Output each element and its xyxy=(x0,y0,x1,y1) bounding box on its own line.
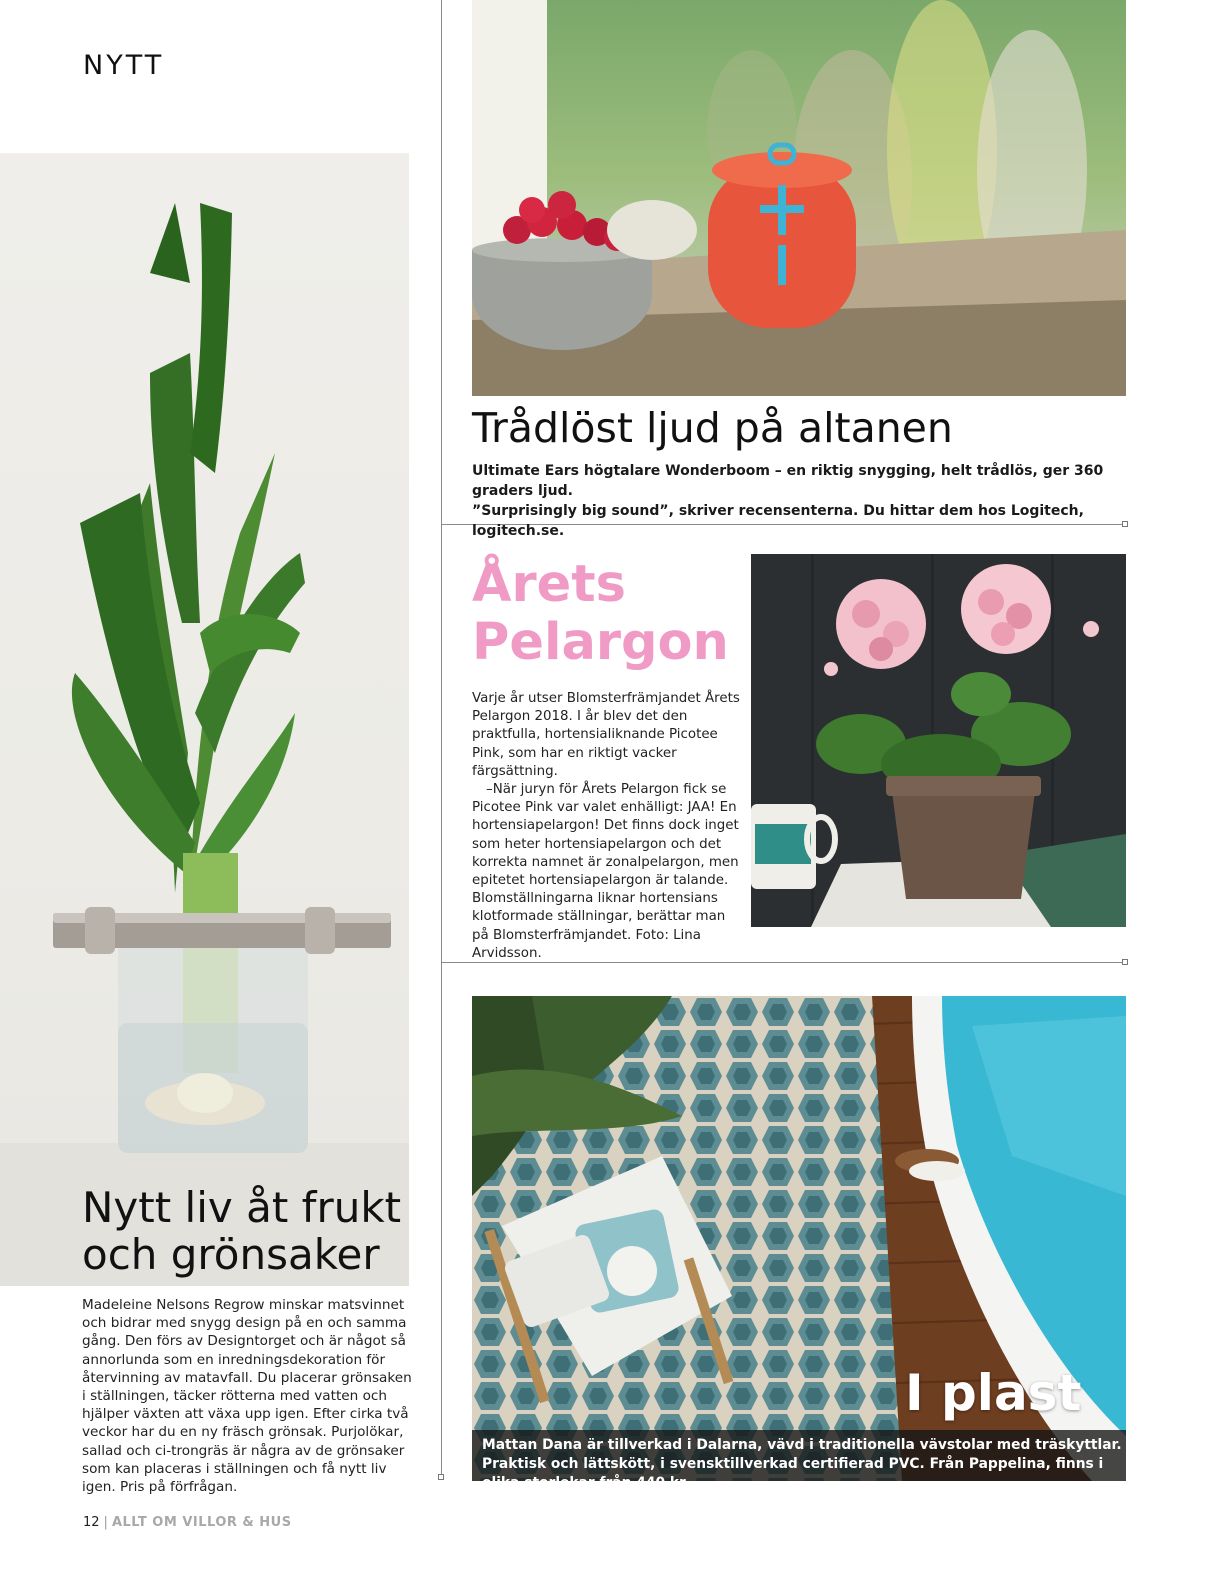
leek-title-line1: Nytt liv åt frukt xyxy=(82,1183,402,1232)
rug-caption-box xyxy=(472,1430,1126,1491)
leek-article-title xyxy=(82,1184,402,1278)
section-label: NYTT xyxy=(83,50,165,81)
leek-regrow-photo xyxy=(0,153,409,1286)
speaker-article-body xyxy=(472,461,1132,541)
pelargon-body-paragraph-1: Varje år utser Blomsterfrämjandet Årets Pelargon 2018. I år blev det den praktfulla, hortensialiknande Picotee Pink, som har en riktigt vacker färgsättning. xyxy=(472,691,740,779)
speaker-illustration xyxy=(472,0,1126,396)
rug-caption-text: Mattan Dana är tillverkad i Dalarna, vävd i traditionella vävstolar med träskyttlar. Praktisk och lättskött, i svensktillverkad certifierad PVC. Från Pappelina, finns i olika storlekar från 440 kr. xyxy=(482,1437,1122,1491)
speaker-body-line2: ”Surprisingly big sound”, skriver recensenterna. Du hittar dem hos Logitech, logitech.se. xyxy=(472,503,1084,539)
pelargon-photo xyxy=(751,554,1126,927)
leek-title-line2: och grönsaker xyxy=(82,1230,380,1279)
speaker-body-line1: Ultimate Ears högtalare Wonderboom – en riktig snygging, helt trådlös, ger 360 graders ljud. xyxy=(472,463,1104,499)
footer-separator: | xyxy=(103,1515,108,1530)
rug-article-heading: I plast xyxy=(905,1364,1082,1422)
pelargon-title-line1: Årets xyxy=(472,555,626,614)
pelargon-illustration xyxy=(751,554,1126,927)
divider-end-marker xyxy=(438,1474,444,1480)
page-number: 12 xyxy=(83,1515,100,1530)
leek-illustration xyxy=(0,153,409,1286)
column-divider xyxy=(441,0,442,1478)
speaker-photo xyxy=(472,0,1126,396)
leek-article-body: Madeleine Nelsons Regrow minskar matsvinnet och bidrar med snygg design på en och samma gång. Den förs av Designtorget och är något så annorlunda som en inredningsdekoration för återvinning av matavfall. Du placerar grönsaken i ställningen, täcker rötterna med vatten och hjälper växten att växa upp igen. Efter cirka två veckor har du en ny fräsch grönsak. Purjolökar, sallad och ci-trongräs är några av de grönsaker som kan placeras i ställningen och få nytt liv igen. Pris på förfrågan. xyxy=(82,1297,412,1496)
page-footer xyxy=(83,1515,292,1530)
divider-end-marker xyxy=(1122,959,1128,965)
pelargon-article-title xyxy=(472,556,729,672)
pelargon-article-body xyxy=(472,690,742,963)
pelargon-title-line2: Pelargon xyxy=(472,613,729,672)
magazine-name: ALLT OM VILLOR & HUS xyxy=(111,1515,292,1530)
speaker-article-title: Trådlöst ljud på altanen xyxy=(472,404,953,452)
pelargon-body-paragraph-2: –När juryn för Årets Pelargon fick se Picotee Pink var valet enhälligt: JAA! En hortensiapelargon! Det finns dock inget som heter hortensiapelargon och det korrekta namnet är zonalpelargon, men epitetet hortensiapelargon är talande. Blomställningarna liknar hortensians klotformade ställningar, berättar man på Blomsterfrämjandet. Foto: Lina Arvidsson. xyxy=(472,782,739,961)
